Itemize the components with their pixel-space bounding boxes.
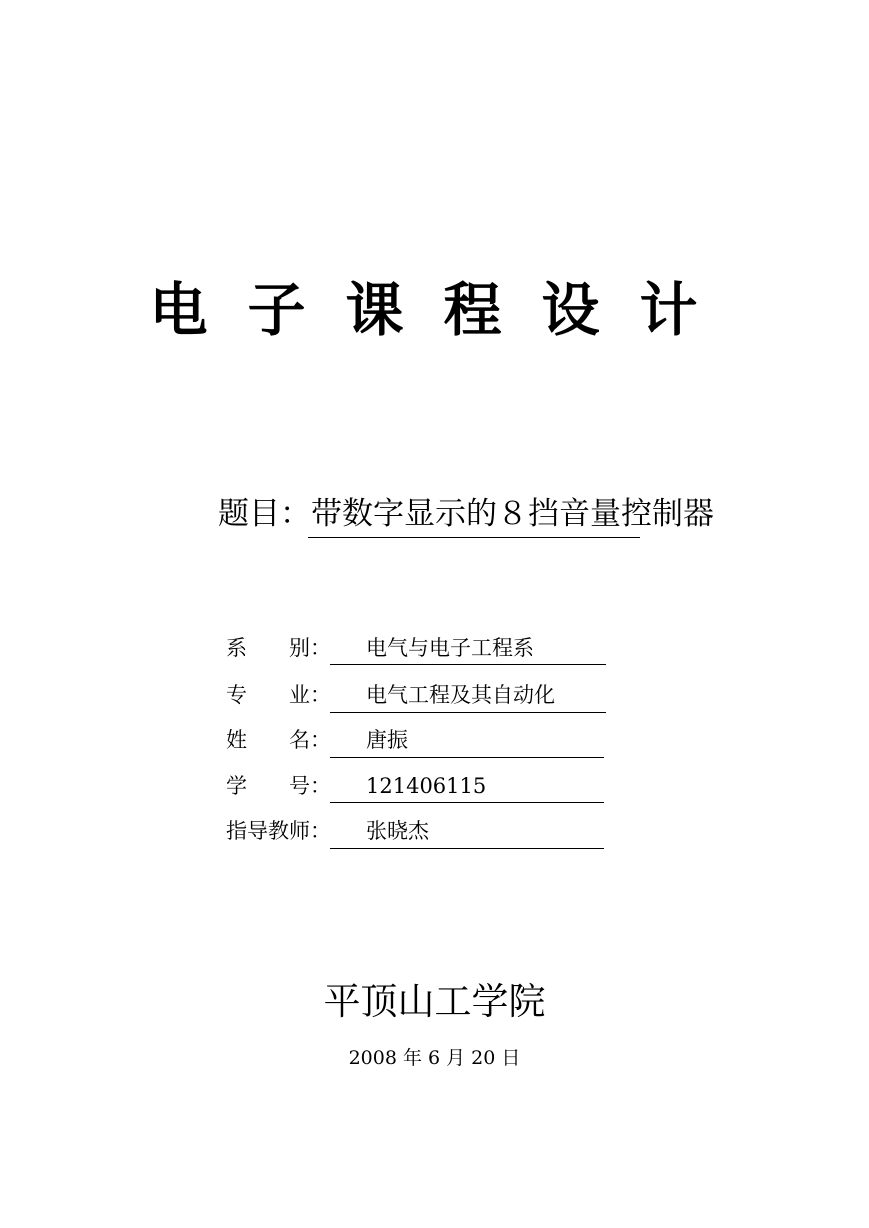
major-value: 电气工程及其自动化 <box>366 683 555 707</box>
topic-row <box>218 492 714 540</box>
name-underline <box>330 757 604 758</box>
student-id-label: 学 号： <box>226 774 331 798</box>
student-id-value: 121406115 <box>366 774 487 798</box>
department-value: 电气与电子工程系 <box>366 636 534 660</box>
advisor-label: 指导教师： <box>226 819 331 843</box>
major-label: 专 业： <box>226 683 331 707</box>
department-underline <box>330 664 606 665</box>
advisor-value: 张晓杰 <box>366 819 429 843</box>
topic-underline <box>308 537 640 538</box>
name-label: 姓 名： <box>226 728 331 752</box>
document-date: 2008 年 6 月 20 日 <box>348 1047 521 1069</box>
document-title: 电子课程设计 <box>149 276 738 344</box>
student-id-underline <box>330 802 604 803</box>
name-value: 唐振 <box>366 728 408 752</box>
topic-label: 题目： <box>218 496 311 532</box>
advisor-underline <box>330 848 604 849</box>
topic-value: 带数字显示的８挡音量控制器 <box>311 496 714 532</box>
major-underline <box>330 712 606 713</box>
school-name: 平顶山工学院 <box>323 980 546 1023</box>
department-label: 系 别： <box>226 636 331 660</box>
